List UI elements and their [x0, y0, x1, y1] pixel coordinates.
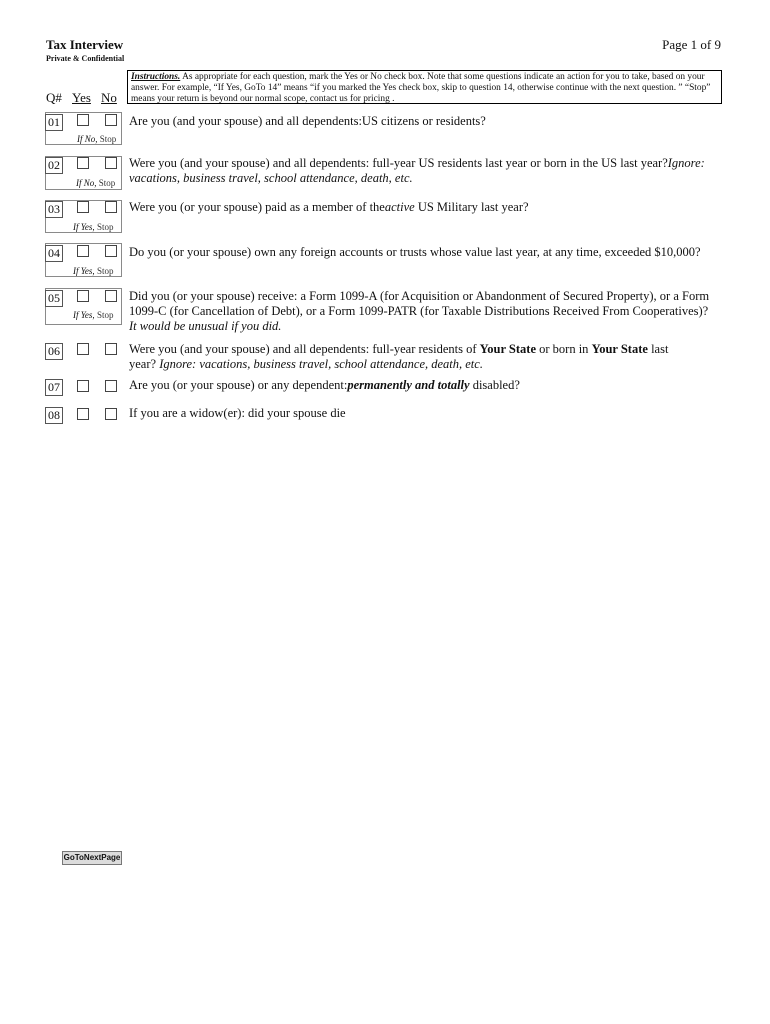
question-number: 04 [45, 245, 63, 262]
yes-checkbox[interactable] [77, 290, 89, 302]
question-text-a: Were you (or your spouse) paid as a member of the [129, 200, 385, 214]
condition-action: Stop [96, 222, 114, 232]
yes-checkbox[interactable] [77, 380, 89, 392]
instructions-title: Instructions. [131, 72, 181, 82]
no-checkbox[interactable] [105, 157, 117, 169]
column-header-no: No [101, 90, 117, 105]
question-note: Ignore: vacations, business travel, school attendance, death, etc. [159, 357, 483, 371]
condition-label [76, 178, 115, 188]
question-note: Ignore: [667, 156, 705, 170]
question-number: 06 [45, 343, 63, 360]
go-to-next-page-button[interactable]: GoToNextPage [62, 851, 122, 865]
condition-label [73, 222, 113, 232]
no-checkbox[interactable] [105, 245, 117, 257]
question-text-state-1: Your State [479, 342, 536, 356]
yes-checkbox[interactable] [77, 343, 89, 355]
no-checkbox[interactable] [105, 343, 117, 355]
yes-checkbox[interactable] [77, 201, 89, 213]
question-line-1: Did you (or your spouse) receive: a Form 1099-A (for Acquisition or Abandonment of Secured Property), or a Form [129, 289, 710, 303]
question-main-text: Were you (and your spouse) and all dependents: full-year US residents last year or born in the US last year? [129, 156, 668, 170]
instructions-line-1 [131, 72, 718, 83]
condition-action: Stop [96, 310, 114, 320]
condition-label [77, 134, 116, 144]
question-text-c: or born in [539, 342, 589, 356]
condition-text: If Yes, [73, 310, 95, 320]
form-title: Tax Interview [46, 37, 124, 52]
no-checkbox[interactable] [105, 201, 117, 213]
page-number: Page 1 of 9 [662, 37, 721, 52]
no-checkbox[interactable] [105, 380, 117, 392]
form-subtitle: Private & Confidential [46, 54, 125, 63]
question-text-emphasis: active [384, 200, 415, 214]
question-number: 05 [45, 290, 63, 307]
question-number: 07 [45, 379, 63, 396]
question-number: 02 [45, 157, 63, 174]
no-checkbox[interactable] [105, 408, 117, 420]
question-text-b: US Military last year? [417, 200, 529, 214]
question-number: 08 [45, 407, 63, 424]
question-line-3: It would be unusual if you did. [129, 319, 282, 333]
yes-checkbox[interactable] [77, 157, 89, 169]
instructions-text-2: answer. For example, “If Yes, GoTo 14” means “if you marked the Yes check box, skip to question 14, otherwise continue with the next question. ” “Stop” [131, 83, 711, 93]
question-text-emphasis: permanently and totally [347, 378, 470, 392]
question-text-year: year? [129, 357, 157, 371]
question-number: 01 [45, 114, 63, 131]
condition-label [73, 266, 113, 276]
condition-text: If No, [77, 134, 98, 144]
question-text [129, 200, 729, 215]
instructions-text-1: As appropriate for each question, mark the Yes or No check box. Note that some questions indicate an action for you to take, based on your [182, 72, 705, 82]
condition-text: If Yes, [73, 222, 95, 232]
question-text [129, 342, 729, 372]
condition-action: Stop [96, 266, 114, 276]
no-checkbox[interactable] [105, 114, 117, 126]
no-checkbox[interactable] [105, 290, 117, 302]
yes-checkbox[interactable] [77, 114, 89, 126]
column-header-question: Q# [46, 90, 62, 105]
yes-checkbox[interactable] [77, 245, 89, 257]
condition-action: Stop [99, 134, 117, 144]
question-text: If you are a widow(er): did your spouse die [129, 406, 346, 420]
instructions-text-3: means your return is beyond our normal scope, contact us for pricing . [131, 94, 395, 104]
question-text-a: Are you (or your spouse) or any dependent: [129, 378, 348, 392]
question-text-c: disabled? [472, 378, 520, 392]
instructions-box [127, 70, 722, 104]
question-text-a: Were you (and your spouse) and all dependents: full-year residents of [129, 342, 477, 356]
question-text [129, 378, 729, 393]
condition-text: If Yes, [73, 266, 95, 276]
condition-text: If No, [76, 178, 97, 188]
question-text [129, 156, 729, 186]
question-text [129, 289, 729, 334]
question-text: Do you (or your spouse) own any foreign accounts or trusts whose value last year, at any time, exceeded $10,000? [129, 245, 701, 259]
question-line-2 [129, 357, 729, 372]
question-text-e: last [651, 342, 669, 356]
question-number: 03 [45, 201, 63, 218]
column-header-yes: Yes [72, 90, 91, 105]
question-line-2: 1099-C (for Cancellation of Debt), or a Form 1099-PATR (for Taxable Distributions Received From Cooperatives)? [129, 304, 709, 318]
yes-checkbox[interactable] [77, 408, 89, 420]
question-text-state-2: Your State [591, 342, 648, 356]
question-text: Are you (and your spouse) and all dependents:US citizens or residents? [129, 114, 486, 128]
question-note-detail: vacations, business travel, school attendance, death, etc. [129, 171, 413, 185]
condition-label [73, 310, 113, 320]
condition-action: Stop [98, 178, 116, 188]
question-line-1 [129, 342, 729, 357]
